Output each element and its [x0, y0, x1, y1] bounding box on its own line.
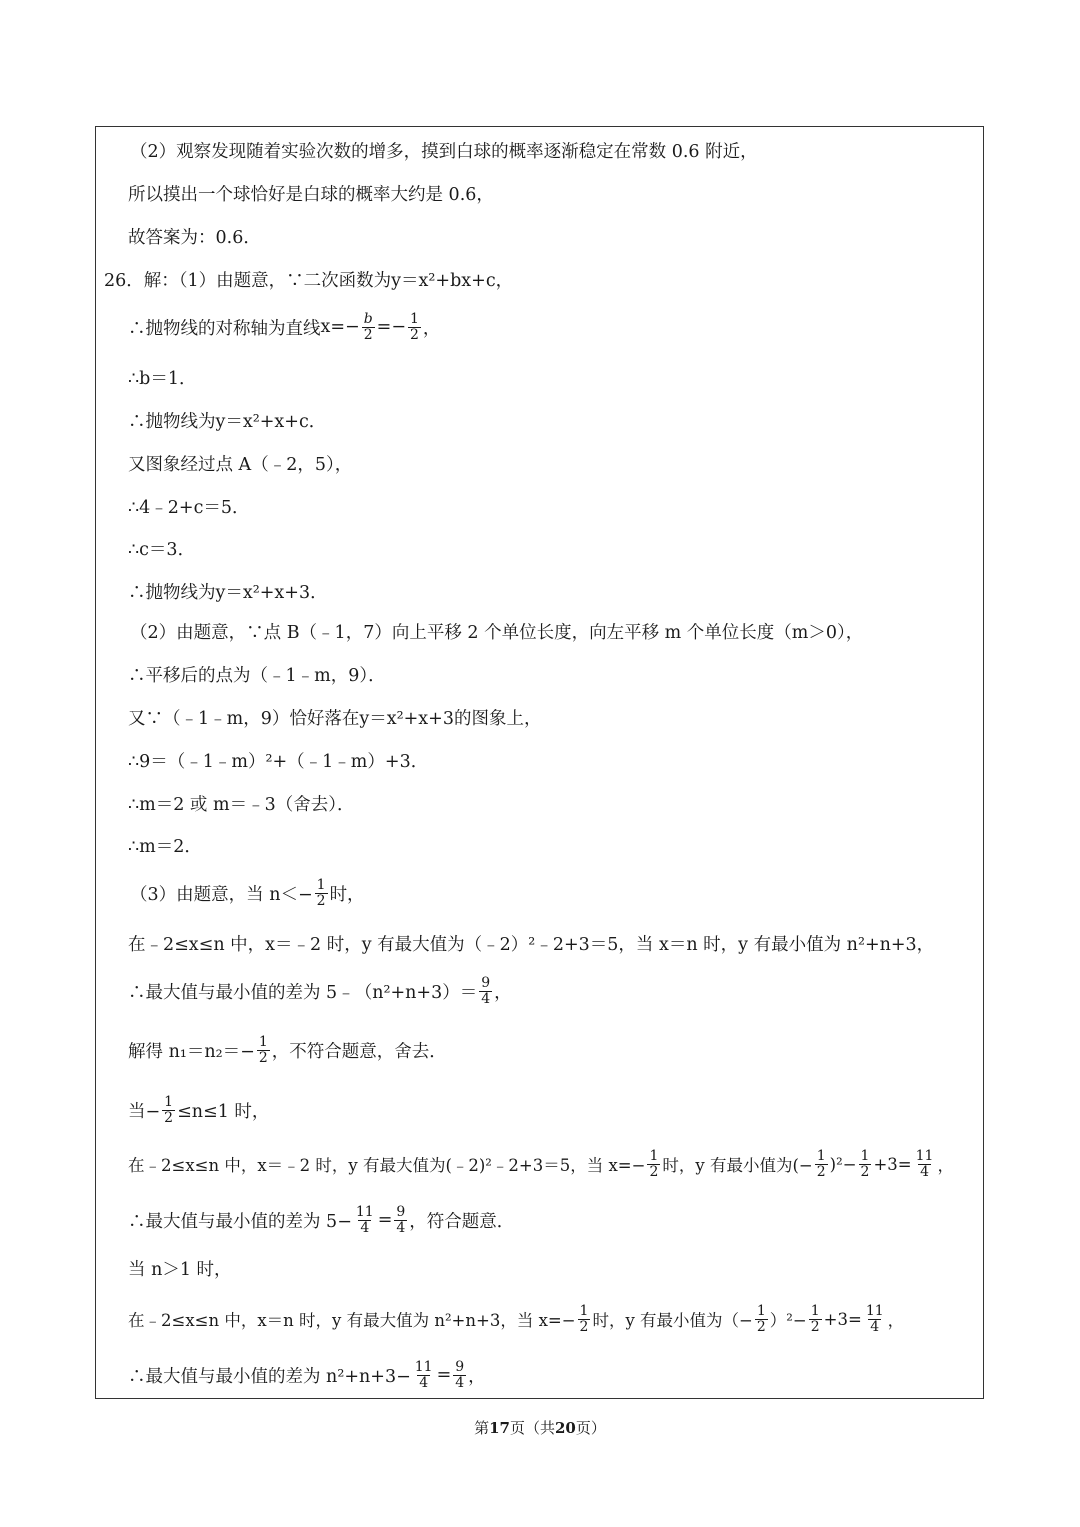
denominator: 2: [860, 1163, 870, 1180]
footer-text: 页（共: [509, 1419, 555, 1437]
line: ∴b＝1．: [128, 368, 197, 389]
text: ∴抛物线为: [128, 411, 216, 432]
formula: y＝x²+bx+c，: [391, 270, 514, 291]
footer-text: 第: [474, 1419, 490, 1437]
formula: y＝x²+x+c．: [215, 411, 327, 432]
text: 时，: [329, 884, 365, 905]
denominator: 4: [396, 1219, 406, 1236]
numerator: 1: [258, 1033, 268, 1050]
denominator: 2: [316, 892, 326, 909]
numerator: 9: [455, 1358, 465, 1375]
denominator: 4: [870, 1318, 880, 1335]
footer-text: 页）: [575, 1419, 606, 1437]
text: 时，y 有最小值为（−: [592, 1311, 753, 1330]
fraction: [257, 1035, 270, 1066]
text: 时，y 有最小值为(−: [662, 1156, 813, 1175]
text: )²−: [829, 1154, 857, 1174]
numerator: 1: [649, 1147, 659, 1164]
numerator: 1: [756, 1302, 766, 1319]
numerator: 9: [481, 974, 491, 991]
line: 当 n＞1 时，: [128, 1259, 232, 1280]
line: 故答案为：0.6．: [128, 227, 261, 248]
text: ≤n≤1 时，: [177, 1101, 270, 1122]
formula: ，: [422, 318, 441, 339]
page-number: 17: [489, 1419, 510, 1437]
formula: x=−: [320, 317, 360, 337]
text: ，: [494, 982, 512, 1003]
fraction: [362, 312, 375, 343]
text: =: [436, 1365, 452, 1385]
denominator: 4: [481, 990, 491, 1007]
denominator: 2: [410, 326, 419, 343]
denominator: 2: [258, 1049, 268, 1066]
text: ∴最大值与最小值的差为 5﹣（n²+n+3）＝: [128, 982, 478, 1003]
numerator: 11: [414, 1358, 433, 1375]
fraction: [755, 1304, 768, 1335]
text: ，: [887, 1311, 905, 1330]
denominator: 4: [360, 1219, 370, 1236]
text: ∴抛物线的对称轴为直线: [128, 318, 321, 339]
total-pages: 20: [555, 1419, 576, 1437]
text: ∴最大值与最小值的差为 5−: [128, 1211, 352, 1232]
numerator: 1: [810, 1302, 820, 1319]
denominator: 2: [363, 326, 373, 343]
text: 当−: [128, 1101, 161, 1122]
line: ∴4﹣2+c＝5．: [128, 497, 250, 518]
text: ，: [468, 1366, 486, 1387]
fraction: [413, 1360, 435, 1391]
fraction: [394, 1205, 407, 1236]
line: （2）由题意，∵点 B（﹣1，7）向上平移 2 个单位长度，向左平移 m 个单位长度（m＞0），: [130, 622, 864, 643]
denominator: 2: [649, 1163, 659, 1180]
formula: =−: [376, 317, 406, 337]
text: ，: [937, 1156, 954, 1175]
line: [128, 1203, 514, 1237]
text: +3=: [823, 1309, 862, 1329]
fraction: [408, 312, 421, 343]
fraction: [162, 1095, 175, 1126]
line: ∴m＝2 或 m＝﹣3（舍去）．: [128, 794, 355, 815]
numerator: 11: [355, 1203, 374, 1220]
fraction: [914, 1149, 936, 1180]
line: （2）观察发现随着实验次数的增多，摸到白球的概率逐渐稳定在常数 0.6 附近，: [130, 141, 758, 162]
text: ，符合题意．: [409, 1211, 515, 1232]
text: =: [377, 1210, 393, 1230]
denominator: 2: [579, 1318, 589, 1335]
denominator: 2: [816, 1163, 826, 1180]
line: [128, 1358, 486, 1392]
line: [128, 403, 326, 437]
page-footer: [0, 1417, 1080, 1438]
line: [128, 310, 440, 344]
text: ，不符合题意，舍去．: [271, 1041, 447, 1062]
numerator: 11: [865, 1302, 884, 1319]
fraction: [647, 1149, 660, 1180]
denominator: 2: [810, 1318, 820, 1335]
denominator: 4: [455, 1374, 465, 1391]
line: [128, 1033, 447, 1067]
line: 又图象经过点 A（﹣2，5），: [128, 454, 353, 475]
line: 所以摸出一个球恰好是白球的概率大约是 0.6，: [128, 184, 494, 205]
line: 在﹣2≤x≤n 中，x＝﹣2 时，y 有最大值为（﹣2）²﹣2+3＝5，当 x＝n 时，y 有最小值为 n²+n+3，: [128, 934, 935, 955]
text: ∴抛物线为: [128, 582, 216, 603]
denominator: 4: [419, 1374, 429, 1391]
denominator: 2: [164, 1109, 174, 1126]
formula: y＝x²+x+3: [359, 708, 454, 729]
text: +3=: [873, 1154, 912, 1174]
fraction: [864, 1304, 886, 1335]
denominator: 2: [756, 1318, 766, 1335]
fraction: [859, 1149, 872, 1180]
line: [128, 1147, 954, 1181]
text: ∴最大值与最小值的差为 n²+n+3−: [128, 1366, 411, 1387]
text: 解得 n₁＝n₂＝−: [128, 1041, 255, 1062]
text: 在﹣2≤x≤n 中，x＝n 时，y 有最大值为 n²+n+3，当 x=−: [128, 1311, 576, 1330]
numerator: 9: [396, 1203, 406, 1220]
text: （3）由题意，当 n＜−: [130, 884, 313, 905]
line: [128, 1093, 269, 1127]
text: 26．解：（1）由题意，∵二次函数为: [104, 270, 392, 291]
line: [130, 876, 365, 910]
numerator: 1: [816, 1147, 826, 1164]
fraction: [354, 1205, 376, 1236]
line: [104, 262, 513, 296]
fraction: [809, 1304, 822, 1335]
numerator: 1: [316, 876, 326, 893]
denominator: 4: [920, 1163, 929, 1180]
fraction: [815, 1149, 828, 1180]
line: ∴c＝3．: [128, 539, 196, 560]
fraction: [315, 878, 328, 909]
line: [128, 974, 512, 1008]
line: [128, 1302, 904, 1336]
numerator: b: [363, 310, 373, 327]
line: ∴9＝（﹣1﹣m）²+（﹣1﹣m）+3．: [128, 751, 429, 772]
line: ∴平移后的点为（﹣1﹣m，9）．: [128, 665, 386, 686]
numerator: 1: [579, 1302, 589, 1319]
numerator: 1: [164, 1093, 174, 1110]
text: 又∵（﹣1﹣m，9）恰好落在: [128, 708, 360, 729]
numerator: 11: [915, 1147, 934, 1164]
numerator: 1: [410, 310, 419, 327]
text: 的图象上，: [453, 708, 542, 729]
fraction: [479, 976, 492, 1007]
formula: y＝x²+x+3．: [215, 582, 328, 603]
text: 在﹣2≤x≤n 中，x＝﹣2 时，y 有最大值为(﹣2)²﹣2+3＝5，当 x=−: [128, 1156, 646, 1175]
fraction: [578, 1304, 591, 1335]
line: [128, 574, 328, 608]
fraction: [453, 1360, 466, 1391]
line: ∴m＝2．: [128, 836, 202, 857]
text: ）²−: [769, 1311, 807, 1330]
numerator: 1: [860, 1147, 870, 1164]
line: [128, 700, 541, 734]
